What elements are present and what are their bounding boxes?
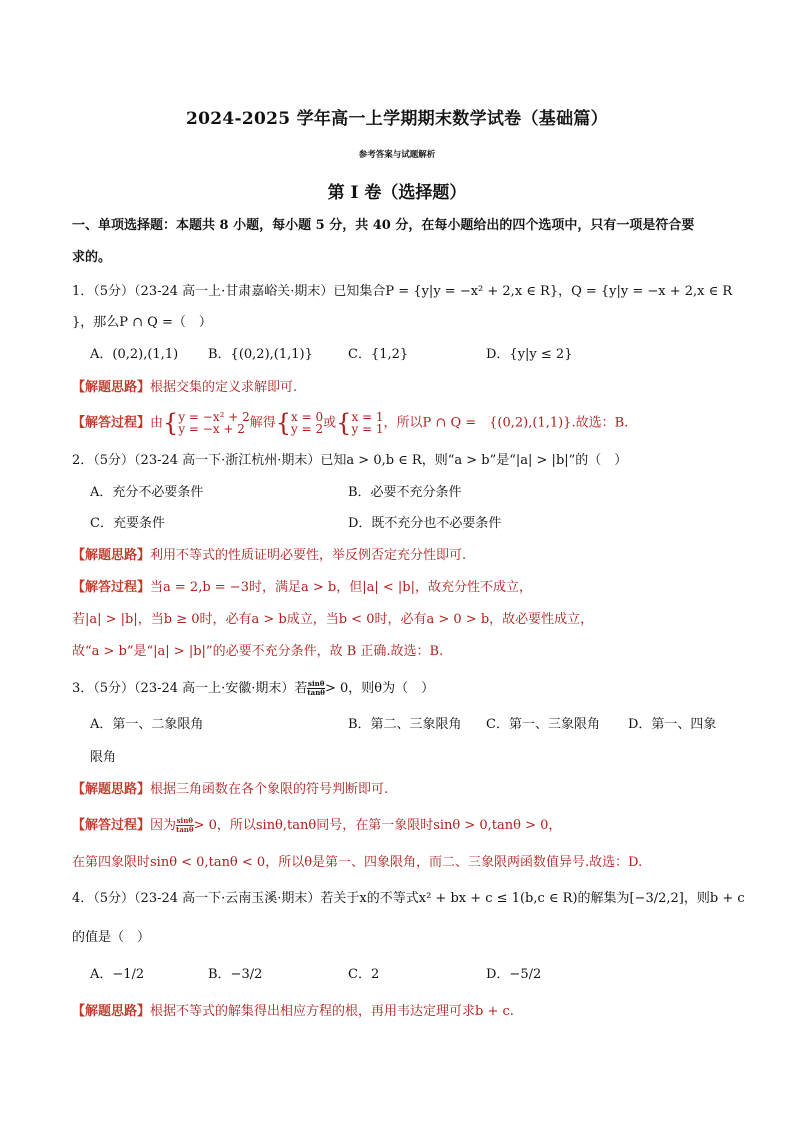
- q3-process-1: [72, 816, 732, 836]
- section-instructions-cont: 求的。: [72, 250, 112, 265]
- q1-sys3-eq2: y = 1: [351, 422, 384, 436]
- q4-option-a: A．−1/2: [90, 967, 145, 982]
- q3-fraction: [307, 680, 325, 697]
- q2-option-a: A．充分不必要条件: [90, 485, 204, 500]
- q4-option-d: D．−5/2: [486, 967, 542, 982]
- process-label: 【解答过程】: [72, 415, 151, 431]
- q4-idea: [72, 1002, 732, 1022]
- q3-process-2: 在第四象限时sinθ < 0,tanθ < 0，所以θ是第一、四象限角，而二、三象限两函数值异号.故选：D.: [72, 855, 643, 870]
- q1-idea-text: 根据交集的定义求解即可.: [150, 380, 298, 395]
- q3-option-d: D．第一、四象: [628, 717, 717, 732]
- idea-label: 【解题思路】: [72, 548, 151, 563]
- q1-option-b: B．{(0,2),(1,1)}: [208, 347, 313, 362]
- q3-stem: [72, 679, 732, 699]
- page-subtitle: 参考答案与试题解析: [358, 150, 436, 160]
- q4-stem: 4．（5分）（23-24 高一下·云南玉溪·期末）若关于x的不等式x² + bx + c ≤ 1(b,c ∈ R)的解集为[−3/2,2]，则b + c: [72, 891, 745, 906]
- q1-stem: 1．（5分）（23-24 高一上·甘肃嘉峪关·期末）已知集合P = {y|y = −x² + 2,x ∈ R}，Q = {y|y = −x + 2,x ∈ R: [72, 284, 733, 299]
- q1-sys1-eq2: y = −x + 2: [178, 422, 245, 436]
- idea-label: 【解题思路】: [72, 380, 151, 395]
- brace-symbol: {: [163, 409, 179, 437]
- q3-proc-fraction: [176, 817, 194, 834]
- q1-system-3: [351, 411, 383, 435]
- q3-proc1-post: > 0，所以sinθ,tanθ同号，在第一象限时sinθ > 0,tanθ > 0，: [193, 818, 562, 833]
- q3-proc1-pre: 因为: [150, 818, 177, 833]
- q1-proc-post: ，所以P ∩ Q = {(0,2),(1,1)}.故选：B.: [383, 415, 629, 431]
- q2-process-3: 故“a > b”是“|a| > |b|”的必要不充分条件，故 B 正确.故选：B.: [72, 644, 444, 659]
- q1-system-2: [291, 411, 323, 435]
- part-heading: 第 I 卷（选择题）: [327, 183, 467, 203]
- q3-option-b: B．第二、三象限角: [348, 717, 462, 732]
- q3-option-c: C．第一、三象限角: [486, 717, 600, 732]
- q1-option-a: A．(0,2),(1,1): [90, 347, 179, 362]
- q1-system-1: [178, 411, 249, 435]
- q1-sys2-eq1: x = 0: [291, 410, 324, 424]
- q2-option-c: C．充要条件: [90, 516, 165, 531]
- brace-symbol: {: [336, 409, 352, 437]
- q1-proc-pre: 由: [150, 415, 164, 431]
- q3-idea-text: 根据三角函数在各个象限的符号判断即可.: [150, 782, 389, 797]
- q1-idea: [72, 378, 732, 398]
- section-instructions: 一、单项选择题：本题共 8 小题，每小题 5 分，共 40 分，在每小题给出的四个选项中，只有一项是符合要: [72, 218, 695, 233]
- q4-option-b: B．−3/2: [208, 967, 263, 982]
- idea-label: 【解题思路】: [72, 782, 151, 797]
- idea-label: 【解题思路】: [72, 1004, 151, 1019]
- q4-idea-text: 根据不等式的解集得出相应方程的根，再用韦达定理可求b + c.: [150, 1004, 514, 1019]
- page-title: 2024-2025 学年高一上学期期末数学试卷（基础篇）: [185, 109, 608, 129]
- q2-idea-text: 利用不等式的性质证明必要性，举反例否定充分性即可.: [150, 548, 467, 563]
- brace-symbol: {: [275, 409, 292, 437]
- q2-option-d: D．既不充分也不必要条件: [348, 516, 502, 531]
- q1-process: [72, 410, 732, 437]
- q3-option-a: A．第一、二象限角: [90, 717, 204, 732]
- q3-frac-num: sinθ: [308, 679, 325, 688]
- q2-process-1: [72, 578, 732, 598]
- q3-frac-den: tanθ: [307, 688, 325, 697]
- q3-idea: [72, 780, 732, 800]
- q3-proc-frac-num: sinθ: [176, 816, 193, 825]
- q1-sys2-eq2: y = 2: [291, 422, 324, 436]
- q4-stem-cont: 的值是（ ）: [72, 930, 151, 945]
- q3-option-d-cont: 限角: [90, 750, 117, 765]
- q2-idea: [72, 546, 732, 566]
- q3-stem-post: > 0，则θ为（ ）: [324, 681, 435, 696]
- q3-stem-pre: 3．（5分）（23-24 高一上·安徽·期末）若: [72, 681, 308, 696]
- q4-option-c: C．2: [348, 967, 380, 982]
- process-label: 【解答过程】: [72, 580, 151, 595]
- q1-proc-mid1: 解得: [249, 415, 276, 431]
- process-label: 【解答过程】: [72, 818, 151, 833]
- q1-option-c: C．{1,2}: [348, 347, 409, 362]
- q1-proc-mid2: 或: [323, 415, 337, 431]
- q1-stem-cont: }，那么P ∩ Q =（ ）: [72, 315, 212, 330]
- q1-sys1-eq1: y = −x² + 2: [178, 410, 250, 424]
- q1-sys3-eq1: x = 1: [351, 410, 384, 424]
- q2-option-b: B．必要不充分条件: [348, 485, 462, 500]
- q2-proc-1: 当a = 2,b = −3时，满足a > b，但|a| < |b|，故充分性不成立，: [150, 580, 532, 595]
- q2-process-2: 若|a| > |b|，当b ≥ 0时，必有a > b成立，当b < 0时，必有a > 0 > b，故必要性成立，: [72, 612, 594, 627]
- q2-stem: 2．（5分）（23-24 高一下·浙江杭州·期末）已知a > 0,b ∈ R，则“a > b”是“|a| > |b|”的（ ）: [72, 453, 628, 468]
- q3-proc-frac-den: tanθ: [176, 825, 194, 834]
- q1-option-d: D．{y|y ≤ 2}: [486, 347, 573, 362]
